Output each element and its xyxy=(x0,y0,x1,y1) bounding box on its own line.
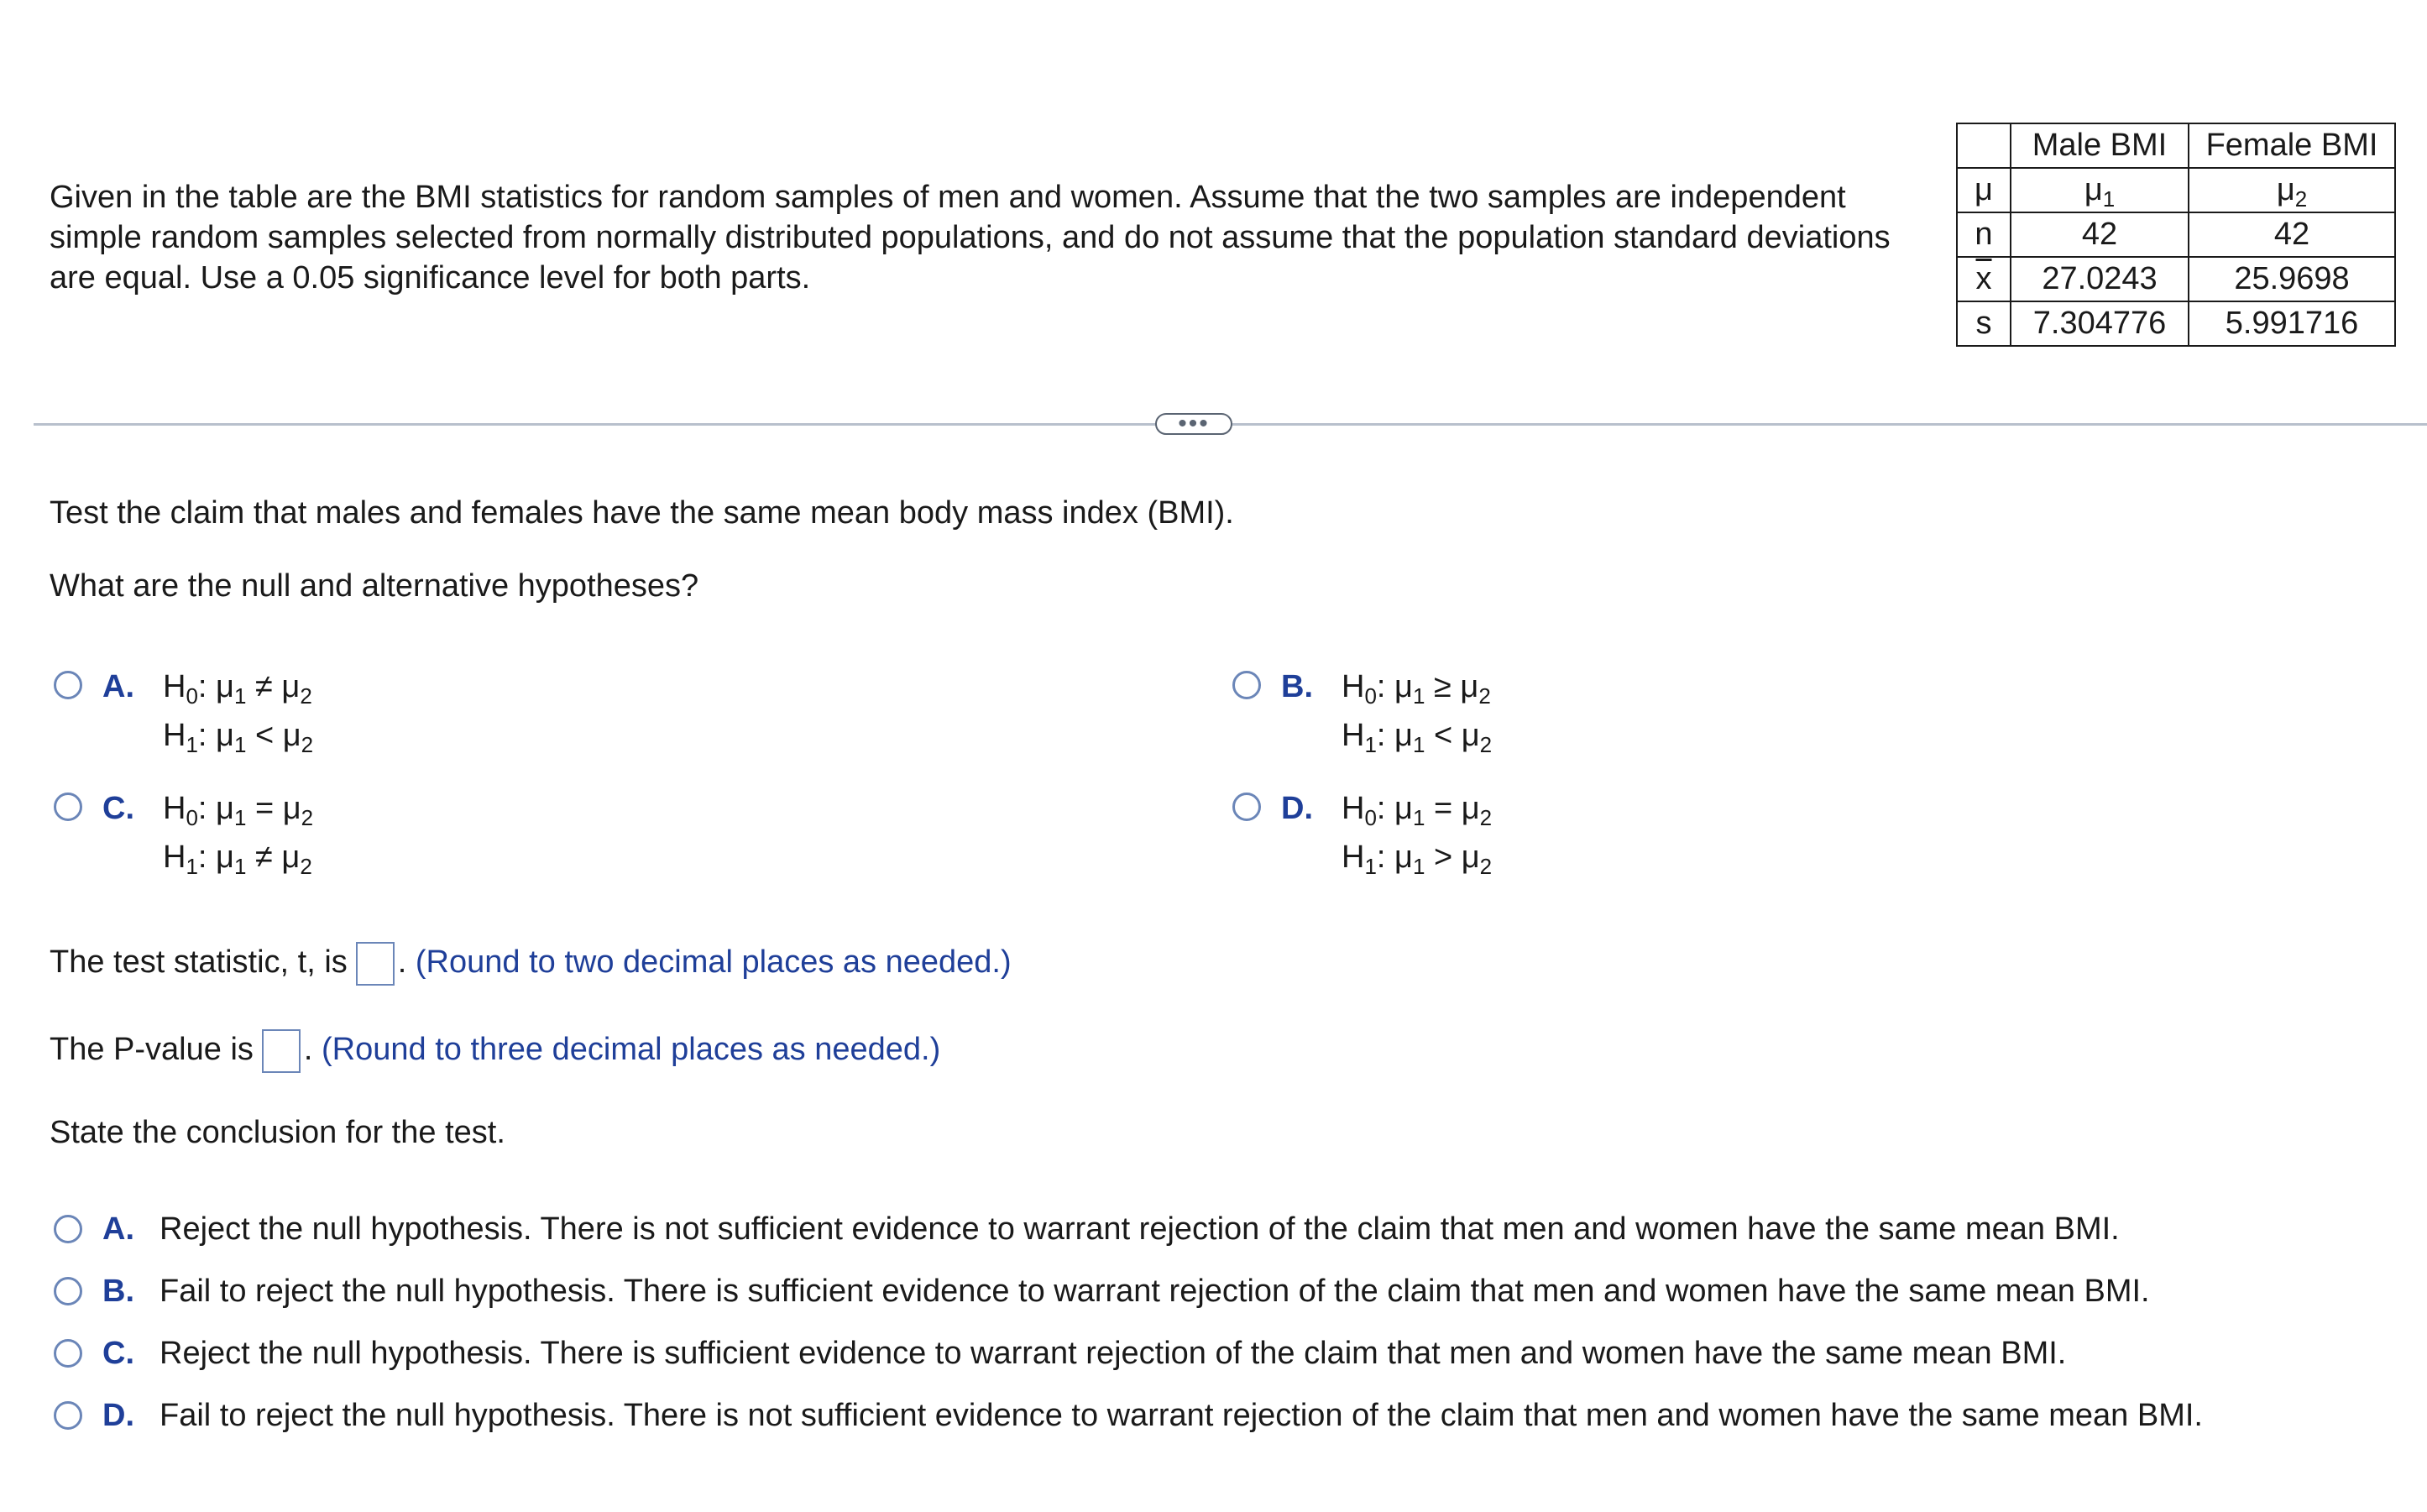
test-statistic-input[interactable] xyxy=(356,942,395,986)
p-value-input[interactable] xyxy=(262,1029,301,1073)
alt-hypothesis: $H_1$: $\mu_1 < \mu_2$ xyxy=(1342,718,1493,757)
claim-text: Test the claim that males and females have the same mean body mass index (BMI). xyxy=(50,495,1234,531)
radio-button-icon[interactable] xyxy=(1232,671,1261,699)
radio-button-icon[interactable] xyxy=(54,1215,82,1243)
mu-symbol: μ xyxy=(2084,172,2103,207)
cell-male-s: 7.304776 xyxy=(2011,301,2189,346)
option-letter: B. xyxy=(102,1274,134,1309)
bmi-stats-table xyxy=(1956,123,2396,347)
header-male-bmi: Male BMI xyxy=(2011,123,2189,168)
option-letter: B. xyxy=(1281,669,1313,704)
null-hypothesis: $H_0$: $\mu_1 \ge \mu_2$ xyxy=(1342,669,1491,709)
cell-female-mu xyxy=(2189,168,2395,212)
cell-male-n: 42 xyxy=(2011,212,2189,257)
expand-more-button[interactable]: ••• xyxy=(1155,413,1232,435)
test-statistic-hint: (Round to two decimal places as needed.) xyxy=(415,944,1012,981)
option-letter: C. xyxy=(102,1336,134,1371)
radio-button-icon[interactable] xyxy=(54,1277,82,1305)
cell-male-xbar: 27.0243 xyxy=(2011,257,2189,301)
cell-female-n: 42 xyxy=(2189,212,2395,257)
radio-button-icon[interactable] xyxy=(1232,793,1261,821)
option-letter: A. xyxy=(102,669,134,704)
mu-subscript: 1 xyxy=(2102,186,2116,212)
test-statistic-row: The test statistic, t, is . (Round to two decimal places as needed.) xyxy=(50,942,1012,986)
cell-female-xbar: 25.9698 xyxy=(2189,257,2395,301)
header-female-bmi: Female BMI xyxy=(2189,123,2395,168)
hypotheses-question: What are the null and alternative hypotheses? xyxy=(50,568,699,604)
option-text: Reject the null hypothesis. There is sufficient evidence to warrant rejection of the claim that men and women have the same mean BMI. xyxy=(160,1336,2067,1371)
null-hypothesis: $H_0$: $\mu_1 \ne \mu_2$ xyxy=(163,669,312,709)
test-statistic-label: The test statistic, t, is xyxy=(50,944,348,981)
option-letter: D. xyxy=(1281,791,1313,826)
row-label-mu: μ xyxy=(1957,168,2011,212)
cell-female-s: 5.991716 xyxy=(2189,301,2395,346)
table-row-n xyxy=(1957,212,2395,257)
radio-button-icon[interactable] xyxy=(54,1401,82,1430)
table-corner xyxy=(1957,123,2011,168)
xbar-symbol: $\overline{x}$ xyxy=(1975,261,1992,296)
row-label-xbar xyxy=(1957,257,2011,301)
row-label-n: n xyxy=(1957,212,2011,257)
option-text: Fail to reject the null hypothesis. There is not sufficient evidence to warrant rejection of the claim that men and women have the same mean BMI. xyxy=(160,1398,2203,1433)
option-letter: C. xyxy=(102,791,134,826)
alt-hypothesis: $H_1$: $\mu_1 > \mu_2$ xyxy=(1342,840,1493,879)
radio-button-icon[interactable] xyxy=(54,1339,82,1368)
conclusion-prompt: State the conclusion for the test. xyxy=(50,1115,505,1150)
table-row-s xyxy=(1957,301,2395,346)
option-letter: A. xyxy=(102,1211,134,1247)
table-row-xbar xyxy=(1957,257,2395,301)
null-hypothesis: $H_0$: $\mu_1 = \mu_2$ xyxy=(1342,791,1493,830)
option-letter: D. xyxy=(102,1398,134,1433)
row-label-s: s xyxy=(1957,301,2011,346)
mu-symbol: μ xyxy=(2276,172,2295,207)
option-text: Reject the null hypothesis. There is not sufficient evidence to warrant rejection of the claim that men and women have the same mean BMI. xyxy=(160,1211,2120,1247)
mu-subscript: 2 xyxy=(2294,186,2308,212)
radio-button-icon[interactable] xyxy=(54,793,82,821)
cell-male-mu xyxy=(2011,168,2189,212)
p-value-label: The P-value is xyxy=(50,1032,254,1068)
table-row-mu xyxy=(1957,168,2395,212)
alt-hypothesis: $H_1$: $\mu_1 \ne \mu_2$ xyxy=(163,840,312,879)
p-value-row: The P-value is . (Round to three decimal places as needed.) xyxy=(50,1029,940,1073)
table-header-row xyxy=(1957,123,2395,168)
option-text: Fail to reject the null hypothesis. There is sufficient evidence to warrant rejection of the claim that men and women have the same mean BMI. xyxy=(160,1274,2150,1309)
alt-hypothesis: $H_1$: $\mu_1 < \mu_2$ xyxy=(163,718,314,757)
null-hypothesis: $H_0$: $\mu_1 = \mu_2$ xyxy=(163,791,314,830)
intro-text: Given in the table are the BMI statistics for random samples of men and women. Assume that the two samples are independent simple random samples selected from normally distributed populations, and do not assume that the population standard deviations are equal. Use a 0.05 significance level for both parts. xyxy=(50,180,1891,296)
radio-button-icon[interactable] xyxy=(54,671,82,699)
p-value-hint: (Round to three decimal places as needed.) xyxy=(322,1032,941,1068)
